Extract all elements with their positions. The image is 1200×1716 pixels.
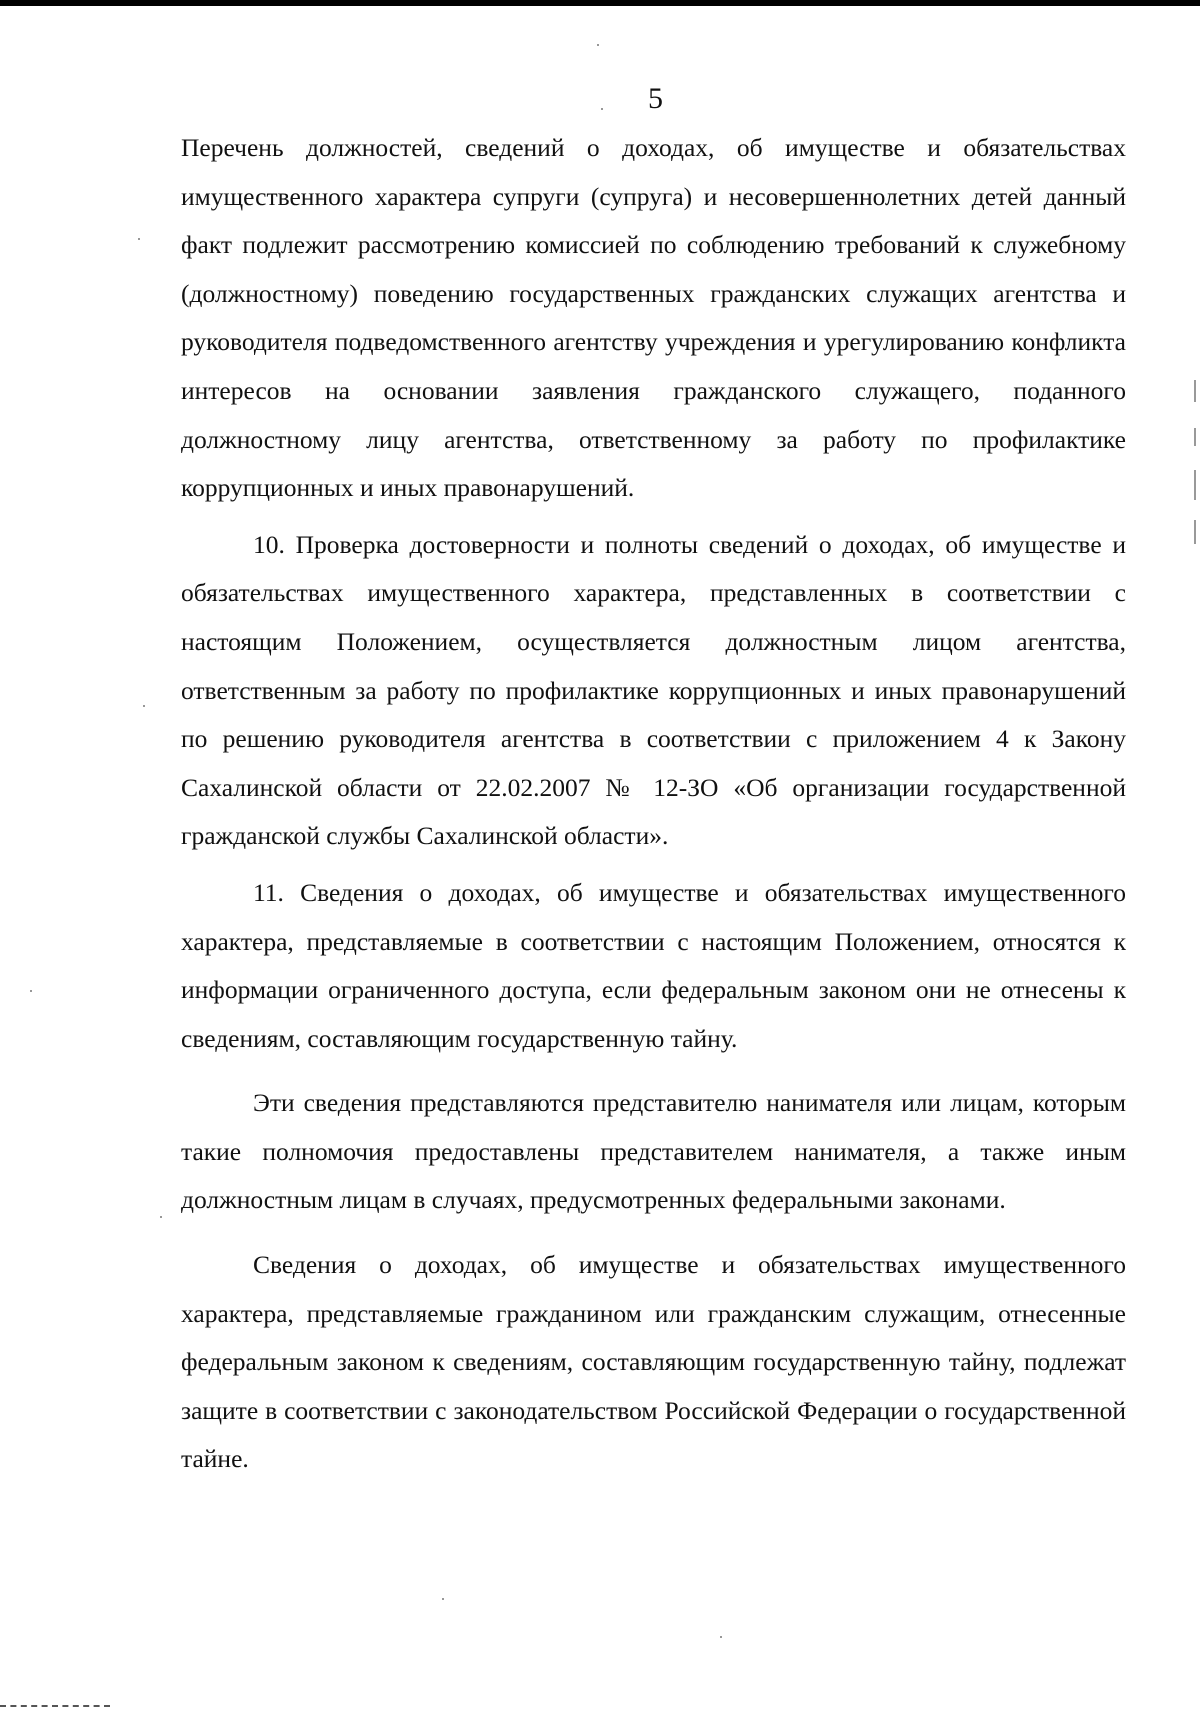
scan-speck <box>138 238 140 240</box>
paragraph-item-10: 10. Проверка достоверности и полноты сведений о доходах, об имуществе и обязательствах имущественного характера, представленных в соответствии с настоящим Положением, осуществляется должностным лицом агентства, ответственным за работу по профилактике коррупционных и иных правонарушений по решению руководителя агентства в соответствии с приложением 4 к Закону Сахалинской области от 22.02.2007 № 12-ЗО «Об организации государственной гражданской службы Сахалинской области». <box>181 529 1126 851</box>
document-body <box>181 124 1126 1484</box>
paragraph-item-11-part-2: Эти сведения представляются представителю нанимателя или лицам, которым такие полномочия предоставлены представителем нанимателя, а также иным должностным лицам в случаях, предусмотренных федеральными законами. <box>181 1088 1126 1215</box>
scan-speck <box>720 1636 722 1638</box>
paragraph-item-11-part-3: Сведения о доходах, об имуществе и обязательствах имущественного характера, представляемые гражданином или гражданским служащим, отнесенные федеральным законом к сведениям, составляющим государственную тайну, подлежат защите в соответствии с законодательством Российской Федерации о государственной тайне. <box>181 1250 1126 1474</box>
paragraph-item-11: 11. Сведения о доходах, об имуществе и обязательствах имущественного характера, представляемые в соответствии с настоящим Положением, относятся к информации ограниченного доступа, если федеральным законом они не отнесены к сведениям, составляющим государственную тайну. <box>181 877 1126 1053</box>
scan-speck <box>30 990 32 992</box>
scan-edge-mark <box>1194 428 1196 446</box>
scan-speck <box>442 1598 444 1600</box>
scan-speck <box>160 1216 162 1218</box>
scan-edge-mark <box>1194 380 1196 402</box>
scan-speck <box>597 44 599 46</box>
page-number: 5 <box>648 82 663 115</box>
scan-bottom-edge <box>0 1705 110 1710</box>
scan-top-edge <box>0 0 1200 6</box>
scan-speck <box>143 705 145 707</box>
scan-edge-mark <box>1194 520 1196 544</box>
scan-edge-mark <box>1194 470 1196 500</box>
paragraph-continuation: Перечень должностей, сведений о доходах, об имуществе и обязательствах имущественного характера супруги (супруга) и несовершеннолетних детей данный факт подлежит рассмотрению комиссией по соблюдению требований к служебному (должностному) поведению государственных гражданских служащих агентства и руководителя подведомственного агентству учреждения и урегулированию конфликта интересов на основании заявления гражданского служащего, поданного должностному лицу агентства, ответственному за работу по профилактике коррупционных и иных правонарушений. <box>181 133 1126 503</box>
scan-speck <box>601 108 603 110</box>
